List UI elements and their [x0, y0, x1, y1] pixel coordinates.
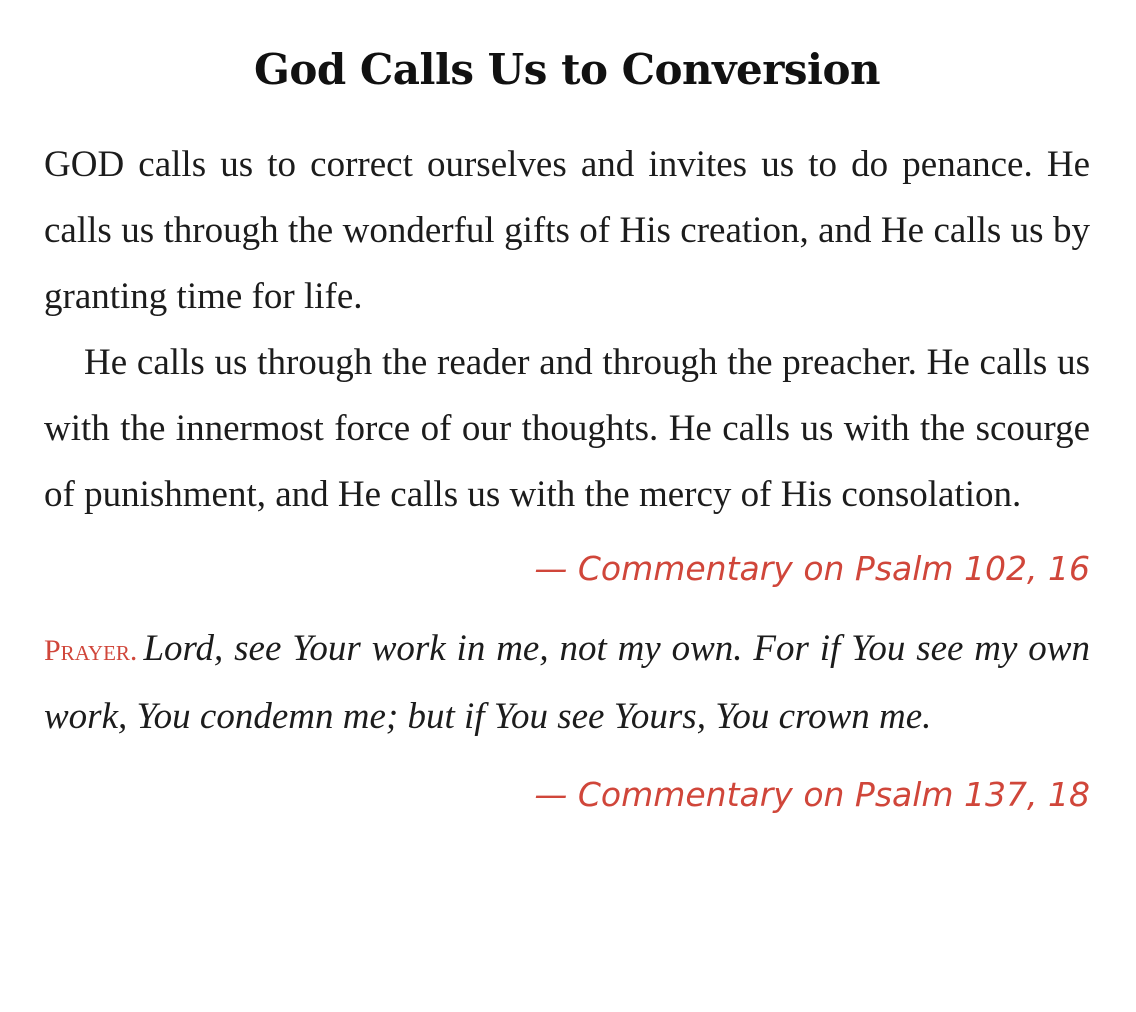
prayer-paragraph [44, 616, 1090, 750]
citation-psalm-102: — Commentary on Psalm 102, 16 [534, 549, 1090, 588]
citation-psalm-137: — Commentary on Psalm 137, 18 [534, 775, 1090, 814]
page-title: God Calls Us to Conversion [253, 45, 880, 94]
body-paragraph-2: He calls us through the reader and through the preacher. He calls us with the innermost force of our thoughts. He calls us with the scourge of punishment, and He calls us with the mercy of His consolation. [44, 342, 1090, 515]
page-content [44, 0, 1090, 828]
prayer-text: Lord, see Your work in me, not my own. For if You see my own work, You condemn me; but if You see Yours, You crown me. [44, 628, 1090, 737]
body-paragraph-1: GOD calls us to correct ourselves and invites us to do penance. He calls us through the wonderful gifts of His creation, and He calls us by granting time for life. [44, 144, 1090, 317]
prayer-label: Prayer. [44, 634, 138, 667]
